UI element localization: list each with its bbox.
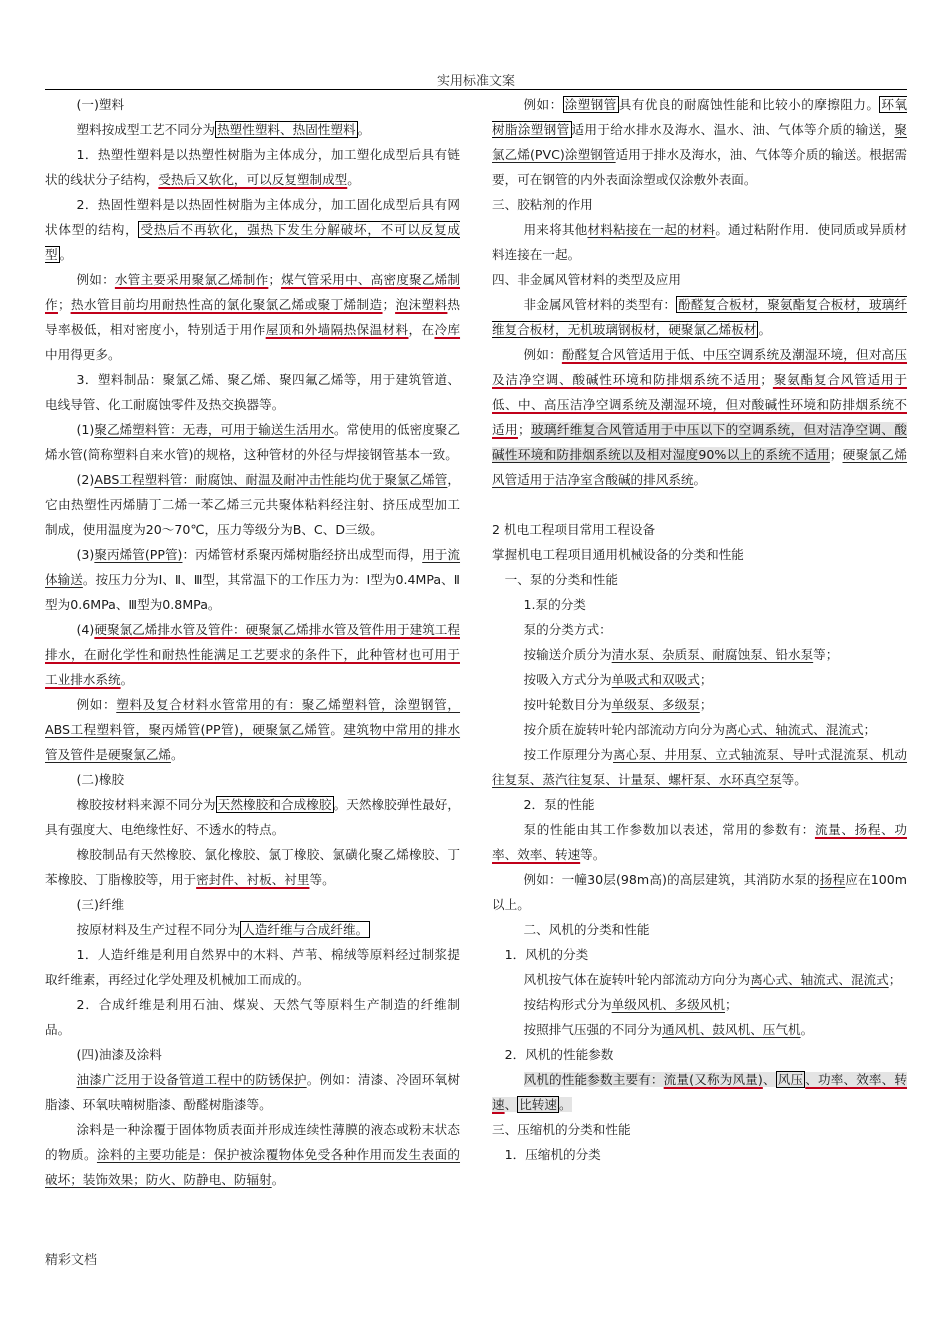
- underlined-text: 酚醛复合风管适用于低、中压空调系统及潮湿环境，但对高压及洁净空调、酸碱性环境和防排烟系统不适用: [492, 347, 908, 387]
- plastic-products-para: 3．塑料制品：聚氯乙烯、聚乙烯、聚四氟乙烯等，用于建筑管道、电线导管、化工耐腐蚀零件及热交换器等。: [45, 372, 460, 412]
- fan-performance-title: 2．风机的性能参数: [504, 1047, 614, 1062]
- underlined-text: 硬聚氯乙烯排水管及管件：硬聚氯乙烯排水管及管件用于建筑工程排水，在耐化学性和耐热性能满足工艺要求的条件下，此种管材也可用于工业排水系统: [45, 622, 460, 687]
- text: 按工作原理分为: [523, 747, 614, 762]
- left-column: [45, 92, 460, 1192]
- underlined-text: 热水管目前均用耐热性高的氯化聚氯乙烯或聚丁烯制造: [70, 297, 383, 312]
- text: (2): [76, 472, 95, 487]
- underlined-text: 、功率、效率、转速: [492, 1072, 908, 1112]
- pump-by-principle: [492, 742, 907, 792]
- boxed-term: 酚醛复合板材，聚氨酯复合板材，玻璃纤维复合板材，无机玻璃钢板材，硬聚氯乙烯板材: [492, 297, 908, 337]
- fan-classification-title: 1．风机的分类: [504, 947, 589, 962]
- underlined-text: 密封件、衬板、衬里: [196, 872, 310, 887]
- pump-methods-label: 泵的分类方式：: [523, 622, 612, 637]
- pp-pipe-para: [45, 542, 460, 617]
- section-paint-title: (四)油漆及涂料: [76, 1047, 162, 1062]
- pump-by-impeller: [492, 692, 907, 717]
- underlined-text: 煤气管采用中、高密度聚乙烯制作: [45, 272, 461, 312]
- text: 等。: [781, 772, 807, 787]
- section-fan-title: 二、风机的分类和性能: [523, 922, 650, 937]
- artificial-fiber-para: 1．人造纤维是利用自然界中的木料、芦苇、棉绒等原料经过制浆提取纤维素，再经过化学处理及机械加工而成的。: [45, 947, 460, 987]
- fan-by-structure: [492, 992, 907, 1017]
- pump-by-suction: [492, 667, 907, 692]
- pump-classification-title: 1.泵的分类: [523, 597, 586, 612]
- text: ；: [268, 272, 281, 287]
- header-rule: [45, 89, 907, 90]
- underlined-text: 离心式、轴流式、混流式: [725, 722, 864, 737]
- text: 塑料按成型工艺不同分为: [76, 122, 216, 137]
- text: ，它由热塑性丙烯腈丁二烯一苯乙烯三元共聚体粘料经注射、挤压成型加工制成，使用温度为20～70℃，压力等级分为B、C、D三级。: [45, 472, 460, 537]
- text: 应在100m以上。: [492, 872, 908, 912]
- text: 等。: [309, 872, 335, 887]
- text: 风机按气体在旋转叶轮内部流动方向分为: [523, 972, 751, 987]
- text: 涂料是一种涂覆于固体物质表面并形成连续性薄膜的液态或粉末状态的物质。: [45, 1122, 460, 1162]
- text: ；: [725, 997, 738, 1012]
- pipe-example-para: [45, 692, 460, 767]
- highlighted-text: 玻璃纤维复合风管适用于中压以下的空调系统，但对洁净空调、酸碱性环境和防排烟系统以及相对湿度90%以上的系统不适用: [492, 422, 908, 462]
- text: ；: [699, 672, 713, 687]
- underlined-text: 塑料及复合材料水管常用的有：聚乙烯塑料管，涂塑钢管，ABS工程塑料管，聚丙烯管(PP管)，硬聚氯乙烯管: [45, 697, 461, 737]
- text: 橡胶制品有天然橡胶、氯化橡胶、氯丁橡胶、氯磺化聚乙烯橡胶、丁苯橡胶、丁脂橡胶等，用于: [45, 847, 460, 887]
- fan-by-flow: [492, 967, 907, 992]
- text: 中用得更多。: [45, 347, 121, 362]
- coated-pipe-para: [492, 92, 907, 192]
- text: 。: [330, 722, 344, 737]
- upvc-pipe-para: [45, 617, 460, 692]
- duct-types-para: [492, 292, 907, 342]
- thermoplastic-para: [45, 142, 460, 192]
- text: ，在: [408, 322, 435, 337]
- pump-performance-para: [492, 817, 907, 867]
- plastic-example-para: [45, 267, 460, 367]
- text: (4): [76, 622, 95, 637]
- text: 例如：: [76, 697, 117, 712]
- text: (1): [76, 422, 95, 437]
- paint-para: [45, 1067, 460, 1117]
- text: 例如：: [523, 97, 563, 112]
- underlined-text: 流量、扬程、功率、效率、转速: [492, 822, 908, 862]
- synthetic-fiber-para: 2．合成纤维是利用石油、煤炭、天然气等原料生产制造的纤维制品。: [45, 997, 460, 1037]
- pump-performance-title: 2．泵的性能: [523, 797, 595, 812]
- text: 2．热固性塑料是以热固性树脂为主体成分，加工固化成型后具有网状体型的结构，: [45, 197, 460, 237]
- text: 。: [120, 672, 134, 687]
- text: 。: [800, 1022, 814, 1037]
- text: 。: [170, 747, 184, 762]
- boxed-term: 环氧树脂涂塑钢管: [492, 97, 908, 137]
- abs-pipe-para: [45, 467, 460, 542]
- chapter-subtitle: 掌握机电工程项目通用机械设备的分类和性能: [492, 547, 744, 562]
- pump-by-medium: [492, 642, 907, 667]
- page-footer: 精彩文档: [45, 1253, 98, 1268]
- underlined-text: 聚氨酯复合风管适用于低、中、高压洁净空调系统及潮湿环境，但对酸碱性环境和防排烟系统不适用: [492, 372, 908, 437]
- underlined-text: 流量(又称为风量): [663, 1072, 763, 1087]
- text: ：丙烯管材系聚丙烯树脂经挤出成型而得，: [182, 547, 423, 562]
- text: 按介质在旋转叶轮内部流动方向分为: [523, 722, 725, 737]
- text: 具有优良的耐腐蚀性能和比较小的摩擦阻力。: [618, 97, 880, 112]
- text: 按结构形式分为: [523, 997, 612, 1012]
- underlined-text: 水管主要采用聚氯乙烯制作: [114, 272, 269, 287]
- compressor-classification-title: 1．压缩机的分类: [504, 1147, 601, 1162]
- underlined-text: 涂料的主要功能是：保护被涂覆物体免受各种作用而发生表面的破坏；装饰效果；防火、防静电、防辐射: [45, 1147, 461, 1187]
- text: (3): [76, 547, 95, 562]
- boxed-term: 天然橡胶和合成橡胶: [217, 797, 332, 812]
- underlined-text: 泡沫塑料: [395, 297, 448, 312]
- underlined-text: 单级泵、多级泵: [611, 697, 700, 712]
- text: 1．热塑性塑料是以热塑性树脂为主体成分，加工塑化成型后具有链状的线状分子结构，: [45, 147, 460, 187]
- pump-example-para: [492, 867, 907, 917]
- underlined-text: 油漆广泛用于设备管道工程中的防锈保护: [76, 1072, 307, 1087]
- section-pump-title: 一、泵的分类和性能: [504, 572, 618, 587]
- boxed-term: 涂塑钢管: [564, 97, 617, 112]
- text: 风机的性能参数主要有：: [523, 1072, 664, 1087]
- text: 、: [762, 1072, 776, 1087]
- coating-para: [45, 1117, 460, 1192]
- text: 适用于排水及海水，油、气体等介质的输送。根据需要，可在钢管的内外表面涂塑或仅涂敷外表面。: [492, 147, 907, 187]
- pump-by-flow: [492, 717, 907, 742]
- text: 。: [693, 472, 707, 487]
- thermoset-para: [45, 192, 460, 267]
- text: 等。: [580, 847, 606, 862]
- boxed-term: 风压: [777, 1072, 804, 1087]
- underlined-text: 扬程: [819, 872, 846, 887]
- text: 例如：: [76, 272, 115, 287]
- section-plastic-title: (一)塑料: [76, 97, 125, 112]
- fan-by-pressure: [492, 1017, 907, 1042]
- underlined-text: 硬聚氯乙烯风管适用于洁净室含酸碱的排风系统: [492, 447, 908, 487]
- text: ；: [760, 372, 773, 387]
- fan-performance-para: [492, 1067, 907, 1117]
- highlighted-block: [492, 1072, 907, 1112]
- rubber-para: [45, 792, 460, 842]
- text: 等；: [813, 647, 839, 662]
- text: ；: [57, 297, 71, 312]
- text: 。通过粘附作用．使同质或异质材料连接在一起。: [492, 222, 908, 262]
- underlined-text: 材料粘接在一起的材料: [587, 222, 716, 237]
- spacer: [492, 492, 907, 517]
- boxed-term: 热塑性塑料、热固性塑料: [217, 122, 356, 137]
- underlined-text: 单级风机、多级风机: [611, 997, 725, 1012]
- adhesive-para: [492, 217, 907, 267]
- section-adhesive-title: 三、胶粘剂的作用: [492, 197, 593, 212]
- duct-example-para: [492, 342, 907, 492]
- section-duct-title: 四、非金属风管材料的类型及应用: [492, 272, 681, 287]
- text: 。: [59, 247, 73, 262]
- text: 热导率极低，相对密度小，特别适于用作: [45, 297, 461, 337]
- underlined-text: 冷库: [434, 322, 461, 337]
- underlined-text: 屋顶和外墙隔热保温材料: [265, 322, 409, 337]
- text: 。: [558, 1097, 572, 1112]
- section-rubber-title: (二)橡胶: [76, 772, 125, 787]
- text: ；: [382, 297, 396, 312]
- text: ；: [829, 447, 843, 462]
- underlined-text: 聚乙烯塑料管：无毒，可用于输送生活用水: [94, 422, 334, 437]
- underlined-text: 聚丙烯管(PP管): [94, 547, 183, 562]
- text: 泵的性能由其工作参数加以表述，常用的参数有：: [523, 822, 815, 837]
- text: 按叶轮数目分为: [523, 697, 612, 712]
- text: 。: [758, 322, 772, 337]
- right-column: [492, 92, 907, 1167]
- underlined-text: 清水泵、杂质泵、耐腐蚀泵、铅水泵: [611, 647, 814, 662]
- text: 、: [504, 1097, 518, 1112]
- boxed-term: 人造纤维与合成纤维。: [242, 922, 369, 937]
- text: 。: [271, 1172, 285, 1187]
- text: 。按压力分为Ⅰ、Ⅱ、Ⅲ型，其常温下的工作压力为：Ⅰ型为0.4MPa、Ⅱ型为0.6MPa、Ⅲ型为0.8MPa。: [45, 572, 460, 612]
- underlined-text: 用于流体输送: [45, 547, 461, 587]
- underlined-text: 单吸式和双吸式: [611, 672, 700, 687]
- text: 按照排气压强的不同分为: [523, 1022, 663, 1037]
- pe-pipe-para: [45, 417, 460, 467]
- text: 。: [357, 122, 371, 137]
- chapter-title: 2 机电工程项目常用工程设备: [492, 522, 656, 537]
- underlined-text: 建筑物中常用的排水管及管件是硬聚氯乙烯: [45, 722, 461, 762]
- boxed-term: 受热后不再软化，强热下发生分解破坏，不可以反复成型: [45, 222, 461, 262]
- text: ；: [863, 722, 877, 737]
- text: 按原材料及生产过程不同分为: [76, 922, 241, 937]
- section-fiber-title: (三)纤维: [76, 897, 125, 912]
- text: ；: [517, 422, 531, 437]
- underlined-text: 离心泵、井用泵、立式轴流泵、导叶式混流泵、机动往复泵、蒸汽往复泵、计量泵、螺杆泵、水环真空泵: [492, 747, 908, 787]
- underlined-text: ABS工程塑料管：耐腐蚀、耐温及耐冲击性能均优于聚氯乙烯管: [94, 472, 448, 487]
- text: 。例如：清漆、冷固环氧树脂漆、环氧呋喃树脂漆、酚醛树脂漆等。: [45, 1072, 461, 1112]
- text: 。: [347, 172, 360, 187]
- underlined-text: 聚氯乙烯(PVC)涂塑钢管: [492, 122, 908, 162]
- plastic-intro: [45, 117, 460, 142]
- text: 用来将其他: [523, 222, 588, 237]
- text: ；: [699, 697, 713, 712]
- rubber-products-para: [45, 842, 460, 892]
- text: 按输送介质分为: [523, 647, 612, 662]
- page-header: 实用标准文案: [436, 74, 515, 89]
- text: 适用于给水排水及海水、温水、油、气体等介质的输送，: [571, 122, 895, 137]
- text: 例如：: [523, 347, 562, 362]
- underlined-text: 离心式、轴流式、混流式: [750, 972, 889, 987]
- text: 。常使用的低密度聚乙烯水管(简称塑料自来水管)的规格，这种管材的外径与焊接钢管基本一致。: [45, 422, 461, 462]
- text: 例如：一幢30层(98m高)的高层建筑，其消防水泵的: [523, 872, 820, 887]
- fiber-para: [45, 917, 460, 942]
- section-compressor-title: 三、压缩机的分类和性能: [492, 1122, 631, 1137]
- text: 。天然橡胶弹性最好，具有强度大、电绝缘性好、不透水的特点。: [45, 797, 461, 837]
- underlined-text: 受热后又软化，可以反复塑制成型: [158, 172, 348, 187]
- text: 非金属风管材料的类型有：: [523, 297, 677, 312]
- text: 橡胶按材料来源不同分为: [76, 797, 216, 812]
- underlined-text: 通风机、鼓风机、压气机: [662, 1022, 801, 1037]
- text: 按吸入方式分为: [523, 672, 612, 687]
- text: ；: [888, 972, 902, 987]
- boxed-term: 比转速: [519, 1097, 557, 1112]
